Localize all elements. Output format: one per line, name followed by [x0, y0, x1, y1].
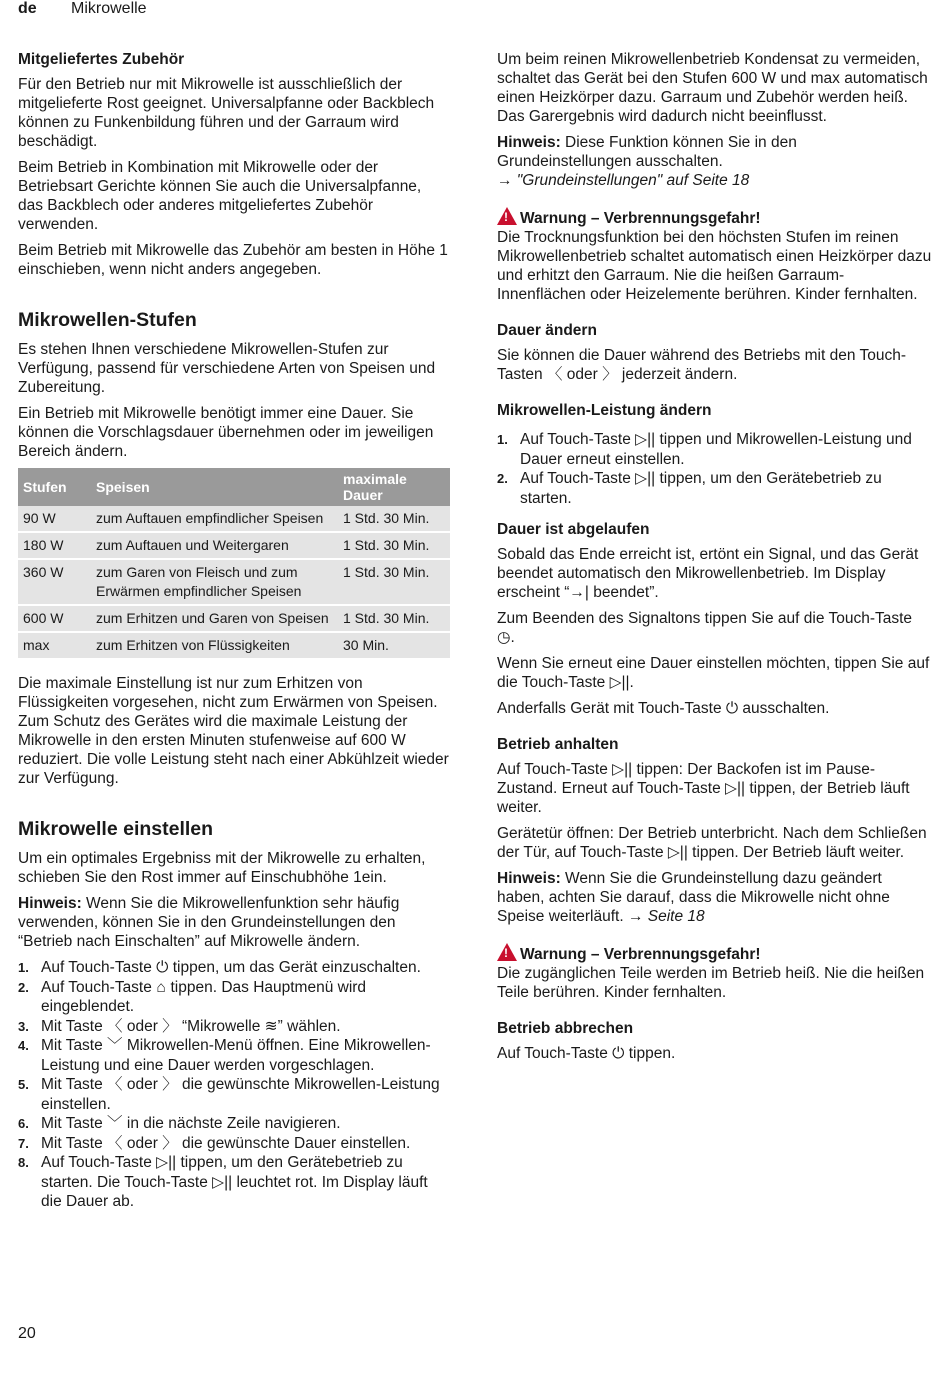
elapsed-paragraph-2: Zum Beenden des Signaltons tippen Sie auf die Touch-Taste ◷. — [497, 610, 913, 646]
right-column — [497, 50, 932, 1070]
start-pause-icon: ▷|| — [156, 1154, 177, 1171]
cancel-paragraph: Auf Touch-Taste ⏻ tippen. — [497, 1045, 676, 1062]
list-item: 2. Auf Touch-Taste ▷|| tippen, um den Gerätebetrieb zu starten. — [497, 470, 882, 507]
levels-paragraph-2: Ein Betrieb mit Mikrowelle benötigt immer eine Dauer. Sie können die Vorschlagsdauer übernehmen oder im jeweiligen Bereich ändern. — [18, 405, 434, 460]
table-cell: 1 Std. 30 Min. — [338, 532, 450, 559]
table-cell: 360 W — [18, 559, 91, 605]
change-power-heading: Mikrowellen-Leistung ändern — [497, 402, 712, 419]
table-cell: 30 Min. — [338, 632, 450, 659]
table-cell: max — [18, 632, 91, 659]
cross-reference: → "Grundeinstellungen" auf Seite 18 — [497, 172, 750, 189]
pause-paragraph-1: Auf Touch-Taste ▷|| tippen: Der Backofen ist im Pause-Zustand. Erneut auf Touch-Taste ▷|| tippen, der Betrieb läuft weiter. — [497, 761, 910, 816]
note-label: Hinweis: — [497, 134, 561, 151]
table-cell: zum Garen von Fleisch und zum Erwärmen empfindlicher Speisen — [91, 559, 338, 605]
table-cell: 1 Std. 30 Min. — [338, 605, 450, 632]
function-note: Hinweis: Diese Funktion können Sie in den Grundeinstellungen ausschalten. → "Grundeinstellungen" auf Seite 18 — [497, 134, 797, 189]
section-title: Mikrowelle — [71, 0, 147, 17]
list-item: 4. Mit Taste ﹀ Mikrowellen-Menü öffnen. Eine Mikrowellen-Leistung und eine Dauer werden vorgeschlagen. — [18, 1037, 431, 1074]
list-item: 8. Auf Touch-Taste ▷|| tippen, um den Gerätebetrieb zu starten. Die Touch-Taste ▷|| leuchtet rot. Im Display läuft die Dauer ab. — [18, 1154, 428, 1210]
change-duration-heading: Dauer ändern — [497, 322, 597, 339]
table-cell: 1 Std. 30 Min. — [338, 559, 450, 605]
pause-paragraph-2: Gerätetür öffnen: Der Betrieb unterbricht. Nach dem Schließen der Tür, auf Touch-Taste ▷|| tippen. Der Betrieb läuft weiter. — [497, 825, 927, 861]
table-cell: zum Auftauen und Weitergaren — [91, 532, 338, 559]
set-note — [18, 894, 450, 951]
pause-heading: Betrieb anhalten — [497, 736, 619, 753]
table-row — [18, 559, 450, 605]
left-column — [18, 50, 450, 1220]
home-icon: ⌂ — [156, 978, 166, 996]
accessories-paragraph-2: Beim Betrieb in Kombination mit Mikrowelle oder der Betriebsart Gerichte können Sie auch die Universalpfanne, das Backblech oder anderes mitgeliefertes Zubehör verwenden. — [18, 159, 422, 233]
list-item: 1. Auf Touch-Taste ▷|| tippen und Mikrowellen-Leistung und Dauer erneut einstellen. — [497, 431, 912, 468]
elapsed-paragraph-4: Anderfalls Gerät mit Touch-Taste ⏻ ausschalten. — [497, 700, 830, 717]
levels-table — [18, 468, 450, 660]
list-item: 5. Mit Taste 〈 oder 〉 die gewünschte Mikrowellen-Leistung einstellen. — [18, 1076, 440, 1113]
table-header-max-duration: maximale Dauer — [338, 468, 450, 506]
pause-note: Hinweis: Wenn Sie die Grundeinstellung dazu geändert haben, achten Sie darauf, dass die Mikrowelle nicht ohne Speise weiterläuft. → Seite 18 — [497, 870, 890, 925]
elapsed-paragraph-1: Sobald das Ende erreicht ist, ertönt ein Signal, und das Gerät beendet automatisch den Mikrowellenbetrieb. Im Display erscheint “→| beendet”. — [497, 546, 919, 601]
page-header — [18, 0, 950, 22]
list-item: 2. Auf Touch-Taste ⌂ tippen. Das Hauptmenü wird eingeblendet. — [18, 978, 367, 1015]
table-row — [18, 532, 450, 559]
table-cell: 600 W — [18, 605, 91, 632]
set-paragraph-1: Um ein optimales Ergebniss mit der Mikrowelle zu erhalten, schieben Sie den Rost immer auf Einschubhöhe 1ein. — [18, 850, 426, 886]
levels-heading: Mikrowellen-Stufen — [18, 309, 197, 331]
table-cell: 180 W — [18, 532, 91, 559]
levels-paragraph-1: Es stehen Ihnen verschiedene Mikrowellen-Stufen zur Verfügung, passend für verschiedene Arten von Speisen und Zubereitung. — [18, 341, 436, 396]
accessories-paragraph-3: Beim Betrieb mit Mikrowelle das Zubehör am besten in Höhe 1 einschieben, wenn nicht anders angegeben. — [18, 242, 448, 278]
note-label: Hinweis: — [497, 870, 561, 887]
table-header-food: Speisen — [91, 468, 338, 506]
cross-reference: → Seite 18 — [627, 908, 705, 925]
elapsed-paragraph-3: Wenn Sie erneut eine Dauer einstellen möchten, tippen Sie auf die Touch-Taste ▷||. — [497, 655, 930, 691]
table-cell: zum Erhitzen und Garen von Speisen — [91, 605, 338, 632]
table-row — [18, 632, 450, 659]
warning-icon: ! — [497, 943, 517, 961]
change-duration-paragraph: Sie können die Dauer während des Betriebs mit den Touch-Tasten 〈 oder 〉 jederzeit ändern. — [497, 347, 906, 383]
table-cell: zum Erhitzen von Flüssigkeiten — [91, 632, 338, 659]
chevron-down-icon: ﹀ — [107, 1037, 123, 1054]
note-text: Wenn Sie die Mikrowellenfunktion sehr häufig verwenden, können Sie in den Grundeinstellungen den “Betrieb nach Einschalten” auf Mikrowelle ändern. — [18, 895, 400, 950]
levels-paragraph-3: Die maximale Einstellung ist nur zum Erhitzen von Flüssigkeiten vorgesehen, nicht zum Erwärmen von Speisen. Zum Schutz des Gerätes wird die maximale Leistung der Mikrowelle in den ersten Minuten stufenweise auf 600 W reduziert. Die volle Leistung steht nach einer Abkühlzeit wieder zur Verfügung. — [18, 675, 449, 787]
warning-title: Warnung – Verbrennungsgefahr! — [520, 946, 761, 963]
warning-box-2 — [497, 943, 932, 1002]
list-item: 7. Mit Taste 〈 oder 〉 die gewünschte Dauer einstellen. — [18, 1134, 411, 1152]
table-row — [18, 506, 450, 532]
condensate-paragraph: Um beim reinen Mikrowellenbetrieb Kondensat zu vermeiden, schaltet das Gerät bei den Stufen 600 W und max automatisch einen Heizkörper dazu. Garraum und Zubehör werden heiß. Das Garergebnis wird dadurch nicht beeinflusst. — [497, 51, 928, 125]
set-microwave-heading: Mikrowelle einstellen — [18, 818, 214, 840]
table-row — [18, 605, 450, 632]
microwave-icon: ≋ — [264, 1017, 278, 1035]
duration-elapsed-heading: Dauer ist abgelaufen — [497, 521, 650, 538]
table-cell: 1 Std. 30 Min. — [338, 506, 450, 532]
accessories-paragraph-1: Für den Betrieb nur mit Mikrowelle ist ausschließlich der mitgelieferte Rost geeignet. Universalpfanne oder Backblech können zu Funkenbildung führen und der Garraum wird beschädigt. — [18, 76, 435, 150]
language-label: de — [18, 0, 37, 17]
list-item: 3. Mit Taste 〈 oder 〉 “Mikrowelle ≋” wählen. — [18, 1017, 341, 1035]
warning-box-1 — [497, 207, 932, 304]
warning-icon: ! — [497, 207, 517, 225]
warning-text: Die zugänglichen Teile werden im Betrieb heiß. Nie die heißen Teile berühren. Kinder fernhalten. — [497, 965, 925, 1001]
power-steps-list — [497, 430, 932, 508]
table-cell: zum Auftauen empfindlicher Speisen — [91, 506, 338, 532]
accessories-heading: Mitgeliefertes Zubehör — [18, 51, 185, 68]
list-item: 6. Mit Taste ﹀ in die nächste Zeile navigieren. — [18, 1115, 341, 1132]
warning-text: Die Trocknungsfunktion bei den höchsten Stufen im reinen Mikrowellenbetrieb schaltet automatisch einen Heizkörper dazu und erhitzt den Garraum. Nie die heißen Garraum-Innenflächen oder Heizelemente berühren. Kinder fernhalten. — [497, 229, 932, 303]
table-header-levels: Stufen — [18, 468, 91, 506]
list-item: 1. Auf Touch-Taste ⏻ tippen, um das Gerät einzuschalten. — [18, 959, 421, 976]
chevron-down-icon: ﹀ — [107, 1115, 123, 1132]
page-number: 20 — [18, 1325, 36, 1342]
power-icon: ⏻ — [156, 959, 169, 976]
table-cell: 90 W — [18, 506, 91, 532]
setup-steps-list — [18, 958, 450, 1212]
cancel-heading: Betrieb abbrechen — [497, 1020, 634, 1037]
warning-title: Warnung – Verbrennungsgefahr! — [520, 210, 761, 227]
note-label: Hinweis: — [18, 895, 82, 912]
